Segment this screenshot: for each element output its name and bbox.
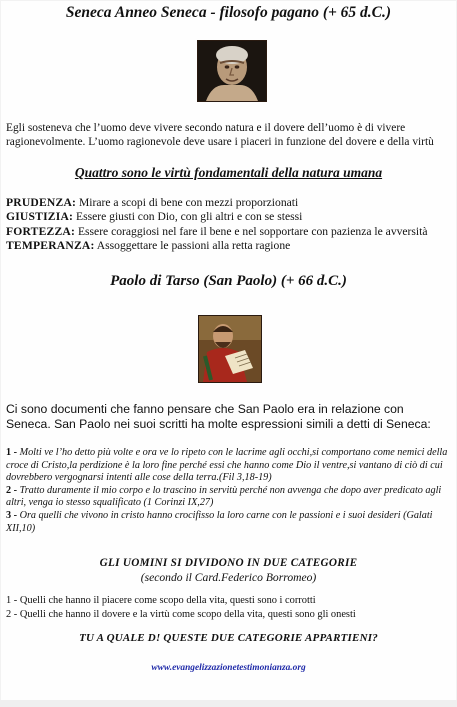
category-item [6, 608, 452, 622]
quote-item [6, 510, 452, 535]
category-text: Quelli che hanno il piacere come scopo della vita, questi sono i corrotti [19, 595, 316, 606]
virtue-item [6, 239, 446, 253]
quote-number: 1 - [6, 447, 18, 458]
virtues-list [6, 196, 446, 254]
seneca-bust-icon [198, 41, 266, 101]
san-paolo-portrait-image [198, 315, 262, 383]
seneca-portrait-image [197, 40, 267, 102]
category-item [6, 594, 452, 608]
categories-title: GLI UOMINI SI DIVIDONO IN DUE CATEGORIE [99, 557, 358, 569]
virtue-item [6, 210, 446, 224]
virtues-title: Quattro sono le virtù fondamentali della natura umana [74, 165, 383, 180]
categories-subtitle: (secondo il Card.Federico Borromeo) [140, 571, 317, 584]
quote-item [6, 485, 452, 510]
san-paolo-painting-icon [199, 316, 261, 382]
closing-question: TU A QUALE D! QUESTE DUE CATEGORIE APPARTIENI? [79, 632, 378, 644]
paolo-title: Paolo di Tarso (San Paolo) (+ 66 d.C.) [110, 273, 347, 289]
virtue-item [6, 225, 446, 239]
virtue-item [6, 196, 446, 210]
category-number: 2 - [6, 608, 18, 620]
category-text: Quelli che hanno il dovere e la virtù come scopo della vita, questi sono gli onesti [19, 608, 356, 620]
paolo-quotes [6, 447, 452, 535]
virtue-text: Mirare a scopi di bene con mezzi proporzionati [78, 196, 299, 209]
quote-item [6, 447, 452, 485]
virtue-name: TEMPERANZA: [6, 239, 95, 253]
categories-list [6, 594, 452, 621]
category-number: 1 - [6, 595, 18, 606]
virtue-name: FORTEZZA: [6, 224, 76, 238]
paolo-intro: Ci sono documenti che fanno pensare che San Paolo era in relazione con Seneca. San Paolo nei suoi scritti ha molte espressioni simili a detti di Seneca: [6, 402, 431, 431]
virtue-text: Assoggettare le passioni alla retta ragione [96, 239, 291, 253]
virtue-text: Essere giusti con Dio, con gli altri e con se stessi [75, 210, 303, 224]
seneca-title: Seneca Anneo Seneca - filosofo pagano (+ 65 d.C.) [65, 4, 392, 21]
virtue-name: PRUDENZA: [6, 196, 77, 209]
quote-text: Tratto duramente il mio corpo e lo trascino in servitù perché non avvenga che dopo aver predicato agli altri, venga io stesso squalificato (1 Corinzi IX,27) [6, 484, 442, 509]
quote-text: Ora quelli che vivono in cristo hanno crocifisso la loro carne con le passioni e i suoi desideri (Galati XII,10) [6, 509, 433, 534]
seneca-description: Egli sosteneva che l’uomo deve vivere secondo natura e il dovere dell’uomo è di vivere ragionevolmente. L’uomo ragionevole deve usare i piaceri in funzione del dovere e della virtù [6, 122, 434, 148]
page-bottom-edge [0, 700, 457, 707]
quote-number: 2 - [6, 484, 18, 496]
quote-text: Molti ve l’ho detto più volte e ora ve lo ripeto con le lacrime agli occhi,si comportano come nemici della croce di Cristo,la perdizione è la loro fine perché essi che hanno come Dio il ventre,si vantano di ciò di cui dovrebbero vergognarsi intenti alle cose della terra.(Fil 3,18-19) [6, 447, 448, 484]
website-link[interactable]: www.evangelizzazionetestimonianza.org [151, 663, 306, 673]
virtue-text: Essere coraggiosi nel fare il bene e nel sopportare con pazienza le avversità [77, 224, 428, 238]
virtue-name: GIUSTIZIA: [6, 210, 74, 224]
quote-number: 3 - [6, 509, 18, 521]
